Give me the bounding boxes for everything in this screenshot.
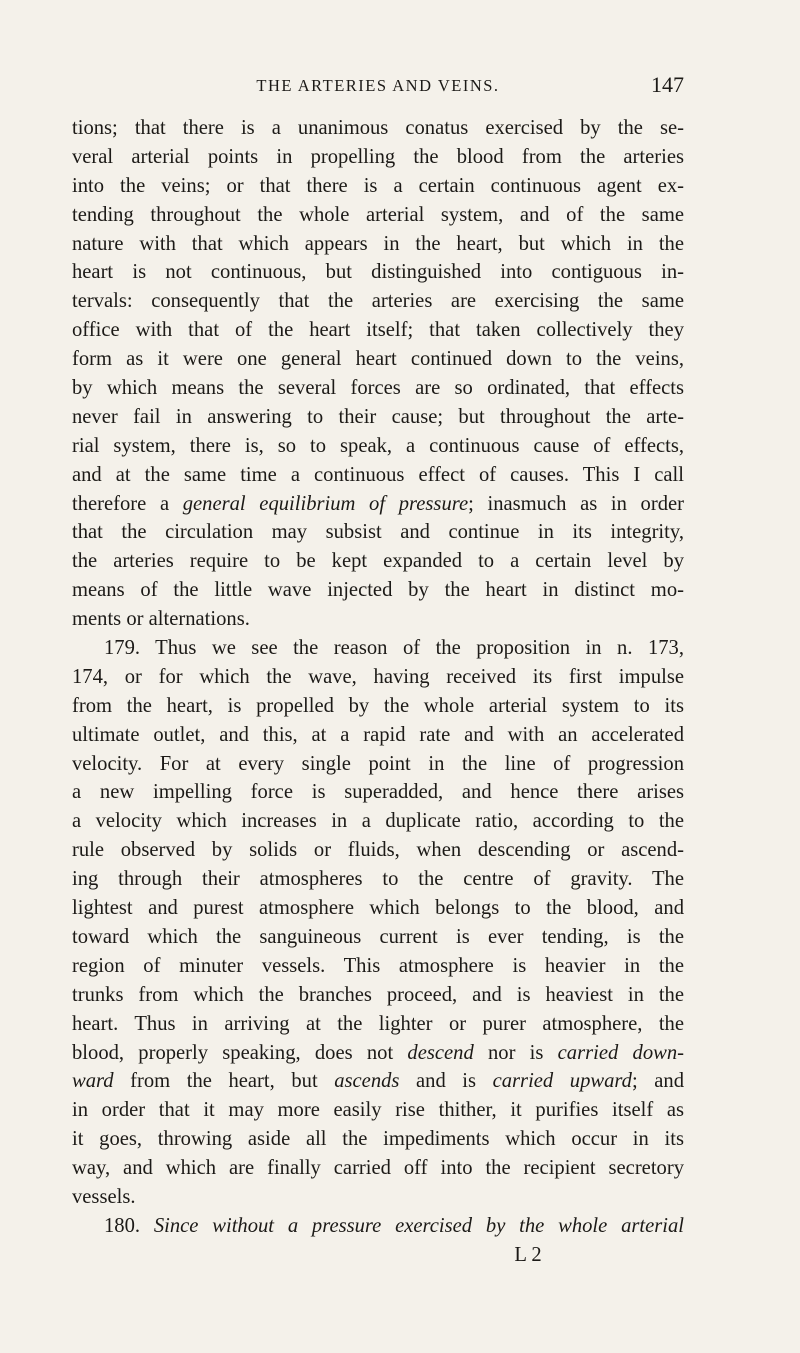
italic-phrase: ward <box>72 1070 114 1093</box>
text-line: toward which the sanguineous current is ever tending, is the <box>72 925 684 948</box>
text-line: it goes, throwing aside all the impediments which occur in its <box>72 1128 684 1151</box>
text-line: vessels. <box>72 1185 136 1208</box>
text-line: heart is not continuous, but distinguished into contiguous in- <box>72 261 684 284</box>
text-line: into the veins; or that there is a certain continuous agent ex- <box>72 174 684 197</box>
italic-phrase: descend <box>407 1041 474 1064</box>
text-line: region of minuter vessels. This atmosphere is heavier in the <box>72 954 684 977</box>
text-run: ; inasmuch as in order <box>468 492 684 515</box>
text-line: never fail in answering to their cause; but throughout the arte- <box>72 405 684 428</box>
text-line: rule observed by solids or fluids, when descending or ascend- <box>72 839 684 862</box>
page-number: 147 <box>651 72 684 97</box>
text-line: and at the same time a continuous effect of causes. This I call <box>72 463 684 486</box>
italic-phrase: ascends <box>334 1070 400 1093</box>
text-line: tervals: consequently that the arteries are exercising the same <box>72 290 684 313</box>
text-run: from the heart, but <box>113 1070 335 1093</box>
text-line: 179. Thus we see the reason of the proposition in n. 173, <box>104 637 684 660</box>
text-line: 174, or for which the wave, having received its first impulse <box>72 665 684 688</box>
text-line: lightest and purest atmosphere which belongs to the blood, and <box>72 897 684 920</box>
text-line: way, and which are finally carried off into the recipient secretory <box>72 1157 684 1180</box>
text-line <box>72 490 684 519</box>
text-line: means of the little wave injected by the heart in distinct mo- <box>72 579 684 602</box>
text-line <box>72 1212 684 1241</box>
text-run: therefore a <box>72 492 183 515</box>
text-line: tions; that there is a unanimous conatus exercised by the se- <box>72 117 684 139</box>
text-line: veral arterial points in propelling the blood from the arteries <box>72 145 684 168</box>
text-run: and is <box>399 1070 493 1093</box>
text-line: velocity. For at every single point in the line of progression <box>72 752 684 775</box>
body-text <box>72 114 684 1270</box>
text-run: 180. <box>104 1214 154 1237</box>
text-line: the arteries require to be kept expanded to a certain level by <box>72 550 684 573</box>
text-line: ing through their atmospheres to the centre of gravity. The <box>72 868 684 891</box>
text-line: a new impelling force is superadded, and hence there arises <box>72 781 684 804</box>
signature-mark: L 2 <box>514 1243 542 1266</box>
text-line: nature with that which appears in the heart, but which in the <box>72 232 684 255</box>
text-line: form as it were one general heart continued down to the veins, <box>72 348 684 371</box>
text-line: office with that of the heart itself; that taken collectively they <box>72 319 684 342</box>
italic-phrase: general equilibrium of pressure <box>182 492 469 515</box>
text-line: rial system, there is, so to speak, a continuous cause of effects, <box>72 434 684 457</box>
text-line <box>72 1039 684 1068</box>
text-line: tending throughout the whole arterial system, and of the same <box>72 203 684 226</box>
text-line: in order that it may more easily rise thither, it purifies itself as <box>72 1099 684 1122</box>
text-line: that the circulation may subsist and continue in its integrity, <box>72 521 684 544</box>
text-line: ultimate outlet, and this, at a rapid rate and with an accelerated <box>72 723 684 746</box>
page-header <box>72 66 684 102</box>
text-line: by which means the several forces are so ordinated, that effects <box>72 377 684 400</box>
italic-phrase: carried down- <box>557 1041 685 1064</box>
text-line: from the heart, is propelled by the whole arterial system to its <box>72 694 684 717</box>
text-line <box>72 1067 684 1096</box>
text-run: nor is <box>473 1041 558 1064</box>
italic-phrase: carried upward <box>492 1070 632 1093</box>
italic-phrase: Since without a pressure exercised by the whole arterial <box>153 1214 684 1237</box>
text-line: trunks from which the branches proceed, and is heaviest in the <box>72 983 684 1006</box>
text-run: blood, properly speaking, does not <box>72 1041 408 1064</box>
text-line: ments or alternations. <box>72 608 250 631</box>
running-title: THE ARTERIES AND VEINS. <box>256 76 500 95</box>
text-line: a velocity which increases in a duplicate ratio, according to the <box>72 810 684 833</box>
text-line: heart. Thus in arriving at the lighter or purer atmosphere, the <box>72 1012 684 1035</box>
text-run: ; and <box>631 1070 685 1093</box>
